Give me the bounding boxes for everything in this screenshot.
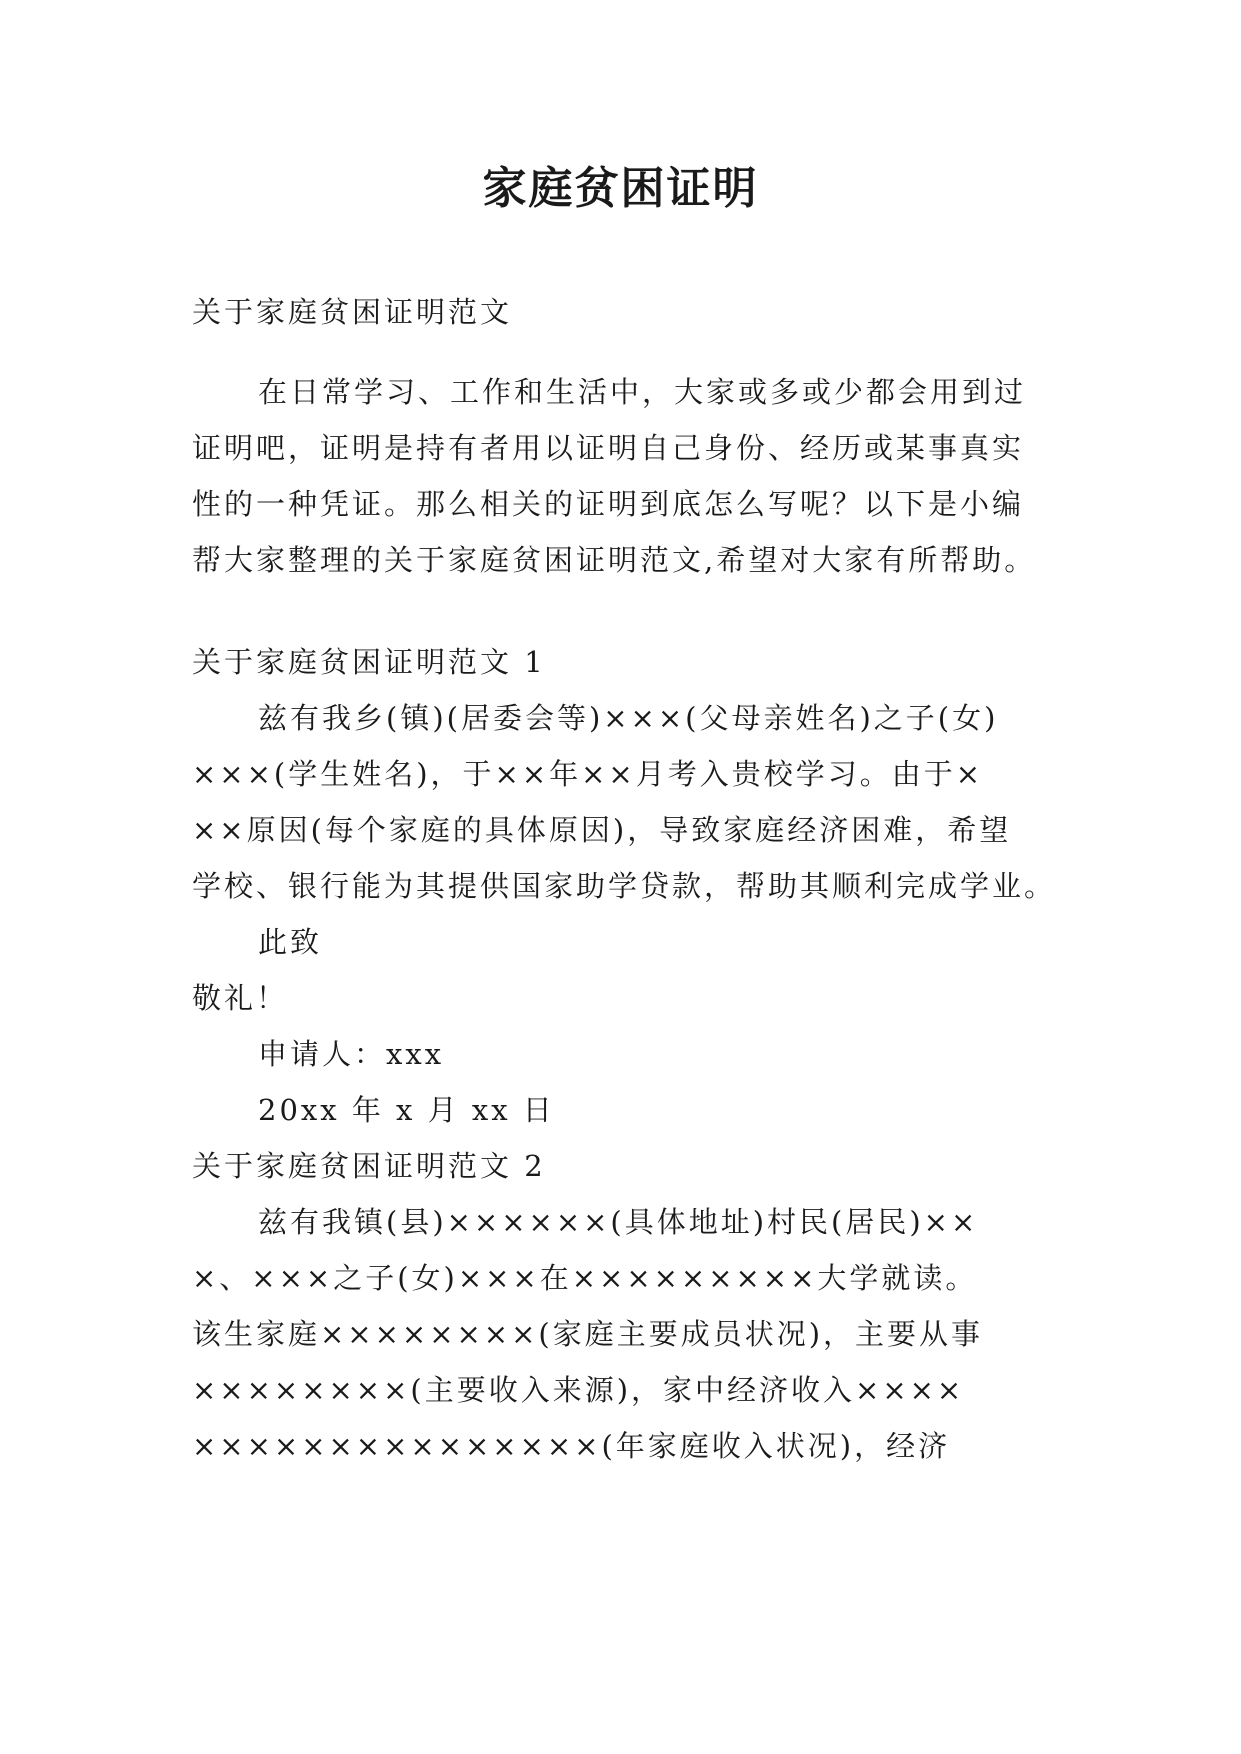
sample1-heading: 关于家庭贫困证明范文 1 [192, 645, 546, 679]
sample1-line-3: ××原因(每个家庭的具体原因)，导致家庭经济困难，希望 [192, 813, 1012, 847]
sample2-line-5: ×××××××××××××××(年家庭收入状况)，经济 [192, 1429, 951, 1463]
sample2-line-2: ×、×××之子(女)×××在×××××××××大学就读。 [192, 1261, 978, 1295]
intro-line-2: 证明吧，证明是持有者用以证明自己身份、经历或某事真实 [192, 431, 1025, 465]
sample1-closing: 此致 [258, 925, 323, 959]
sample2-line-1: 兹有我镇(县)××××××(具体地址)村民(居民)×× [258, 1205, 979, 1239]
document-title: 家庭贫困证明 [482, 163, 759, 214]
intro-line-3: 性的一种凭证。那么相关的证明到底怎么写呢？以下是小编 [192, 487, 1025, 521]
sample1-line-4: 学校、银行能为其提供国家助学贷款，帮助其顺利完成学业。 [192, 869, 1057, 903]
subtitle: 关于家庭贫困证明范文 [192, 295, 513, 329]
intro-line-4: 帮大家整理的关于家庭贫困证明范文,希望对大家有所帮助。 [192, 543, 1037, 577]
sample1-line-1: 兹有我乡(镇)(居委会等)×××(父母亲姓名)之子(女) [258, 701, 999, 735]
sample1-date: 20xx 年 x 月 xx 日 [258, 1093, 555, 1127]
sample2-heading: 关于家庭贫困证明范文 2 [192, 1149, 546, 1183]
sample2-line-4: ××××××××(主要收入来源)，家中经济收入×××× [192, 1373, 965, 1407]
sample1-salute: 敬礼！ [192, 981, 289, 1015]
intro-line-1: 在日常学习、工作和生活中，大家或多或少都会用到过 [258, 375, 1027, 409]
sample1-applicant: 申请人：xxx [258, 1037, 445, 1071]
sample2-line-3: 该生家庭××××××××(家庭主要成员状况)，主要从事 [192, 1317, 984, 1351]
sample1-line-2: ×××(学生姓名)，于××年××月考入贵校学习。由于× [192, 757, 984, 791]
